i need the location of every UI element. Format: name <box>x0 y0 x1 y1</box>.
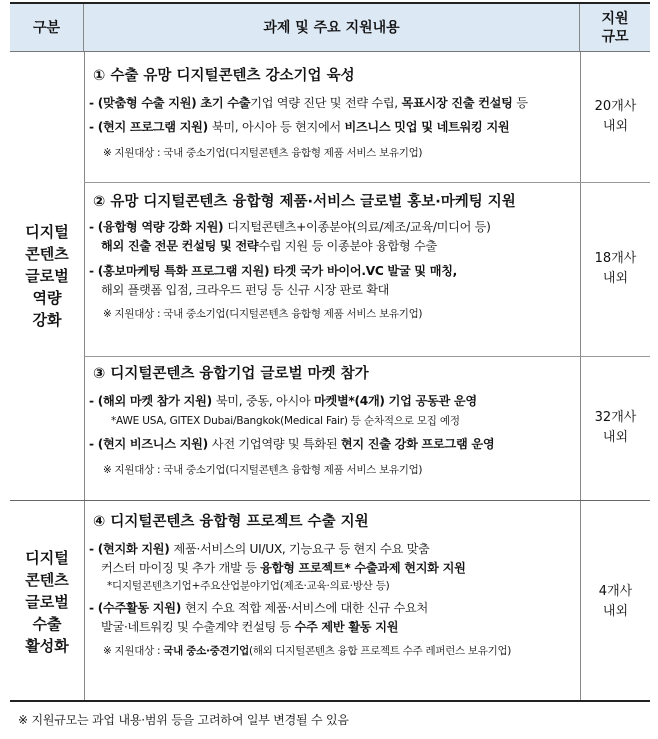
section-line: 커스터 마이징 및 추가 개발 등 융합형 프로젝트* 수출과제 현지화 지원 <box>101 561 466 575</box>
header-scale-line2: 규모 <box>601 28 629 45</box>
section-line: - (수주활동 지원) 현지 수요 적합 제품·서비스에 대한 신규 수요처 <box>89 601 428 615</box>
scale-section-3 <box>581 356 650 500</box>
category-line: 콘텐츠 <box>25 571 69 589</box>
section-1 <box>85 66 580 161</box>
category-line: 콘텐츠 <box>25 245 69 263</box>
scale-unit: 내외 <box>602 119 629 134</box>
section-title: ② 유망 디지털콘텐츠 융합형 제품·서비스 글로벌 홍보·마케팅 지원 <box>93 194 516 210</box>
section-title: ③ 디지털콘텐츠 융합기업 글로벌 마켓 참가 <box>93 366 369 382</box>
section-footnote: *디지털콘텐츠기업+주요산업분야기업(제조·교육·의료·방산 등) <box>107 580 390 592</box>
header-task: 과제 및 주요 지원내용 <box>84 4 580 51</box>
category-line: 디지털 <box>25 223 69 241</box>
section-line: 발굴·네트워킹 및 수출계약 컨설팅 등 수주 제반 활동 지원 <box>101 620 399 634</box>
section-line: - (현지 프로그램 지원) 북미, 아시아 등 현지에서 비즈니스 밋업 및 네트워킹 지원 <box>89 120 510 134</box>
section-title: ① 수출 유망 디지털콘텐츠 강소기업 육성 <box>93 68 355 84</box>
table-header <box>10 4 650 52</box>
eligibility-note: ※ 지원대상 : 국내 중소·중견기업(해외 디지털콘텐츠 융합 프로젝트 수주 레퍼런스 보유기업) <box>103 645 512 657</box>
scale-value: 20개사 <box>594 99 637 114</box>
category-global-export <box>10 500 84 704</box>
section-title: ④ 디지털콘텐츠 융합형 프로젝트 수출 지원 <box>93 514 369 530</box>
section-line: 해외 플랫폼 입점, 크라우드 펀딩 등 신규 시장 판로 확대 <box>101 283 390 297</box>
category-line: 역량 <box>32 289 62 307</box>
category-line: 글로벌 <box>25 593 69 611</box>
support-program-table <box>10 2 650 702</box>
section-line: - (맞춤형 수출 지원) 초기 수출기업 역량 진단 및 전략 수립, 목표시장 진출 컨설팅 등 <box>89 96 528 110</box>
section-3 <box>85 364 580 478</box>
scale-unit: 내외 <box>602 604 629 619</box>
table-footnote: ※ 지원규모는 과업 내용·범위 등을 고려하여 일부 변경될 수 있음 <box>18 713 349 727</box>
category-line: 디지털 <box>25 549 69 567</box>
header-category: 구분 <box>10 4 84 51</box>
scale-section-2 <box>581 182 650 356</box>
section-line: - (현지 비즈니스 지원) 사전 기업역량 및 특화된 현지 진출 강화 프로그램 운영 <box>89 437 495 451</box>
scale-unit: 내외 <box>602 430 629 445</box>
section-2 <box>85 192 580 322</box>
section-line: - (현지화 지원) 제품·서비스의 UI/UX, 기능요구 등 현지 수요 맞춤 <box>89 542 430 556</box>
scale-unit: 내외 <box>602 271 629 286</box>
header-scale-line1: 지원 <box>601 10 629 27</box>
scale-value: 4개사 <box>598 584 633 599</box>
section-line: 해외 진출 전문 컨설팅 및 전략수립 지원 등 이종분야 융합형 수출 <box>101 239 437 253</box>
scale-value: 18개사 <box>594 251 637 266</box>
header-scale <box>580 4 650 51</box>
section-line: - (융합형 역량 강화 지원) 디지털콘텐츠+이종분야(의료/제조/교육/미디어 등) <box>89 220 491 234</box>
eligibility-note: ※ 지원대상 : 국내 중소기업(디지털콘텐츠 융합형 제품 서비스 보유기업) <box>103 464 423 476</box>
category-line: 글로벌 <box>25 267 69 285</box>
section-4 <box>85 512 580 659</box>
category-line: 강화 <box>32 311 62 329</box>
eligibility-note: ※ 지원대상 : 국내 중소기업(디지털콘텐츠 융합형 제품 서비스 보유기업) <box>103 308 423 320</box>
section-line: - (해외 마켓 참가 지원) 북미, 중동, 아시아 마켓별*(4개) 기업 공동관 운영 <box>89 394 477 408</box>
category-line: 수출 <box>32 615 62 633</box>
category-line: 활성화 <box>25 637 69 655</box>
scale-section-1 <box>581 52 650 182</box>
group-divider <box>10 500 650 501</box>
row-divider <box>84 182 650 183</box>
scale-value: 32개사 <box>594 410 637 425</box>
eligibility-note: ※ 지원대상 : 국내 중소기업(디지털콘텐츠 융합형 제품 서비스 보유기업) <box>103 147 423 159</box>
section-line: - (홍보마케팅 특화 프로그램 지원) 타겟 국가 바이어.VC 발굴 및 매칭, <box>89 264 458 278</box>
scale-section-4 <box>581 500 650 704</box>
section-footnote: *AWE USA, GITEX Dubai/Bangkok(Medical Fair) 등 순차적으로 모집 예정 <box>111 415 460 427</box>
category-global-capacity <box>10 52 84 500</box>
row-divider <box>84 356 650 357</box>
